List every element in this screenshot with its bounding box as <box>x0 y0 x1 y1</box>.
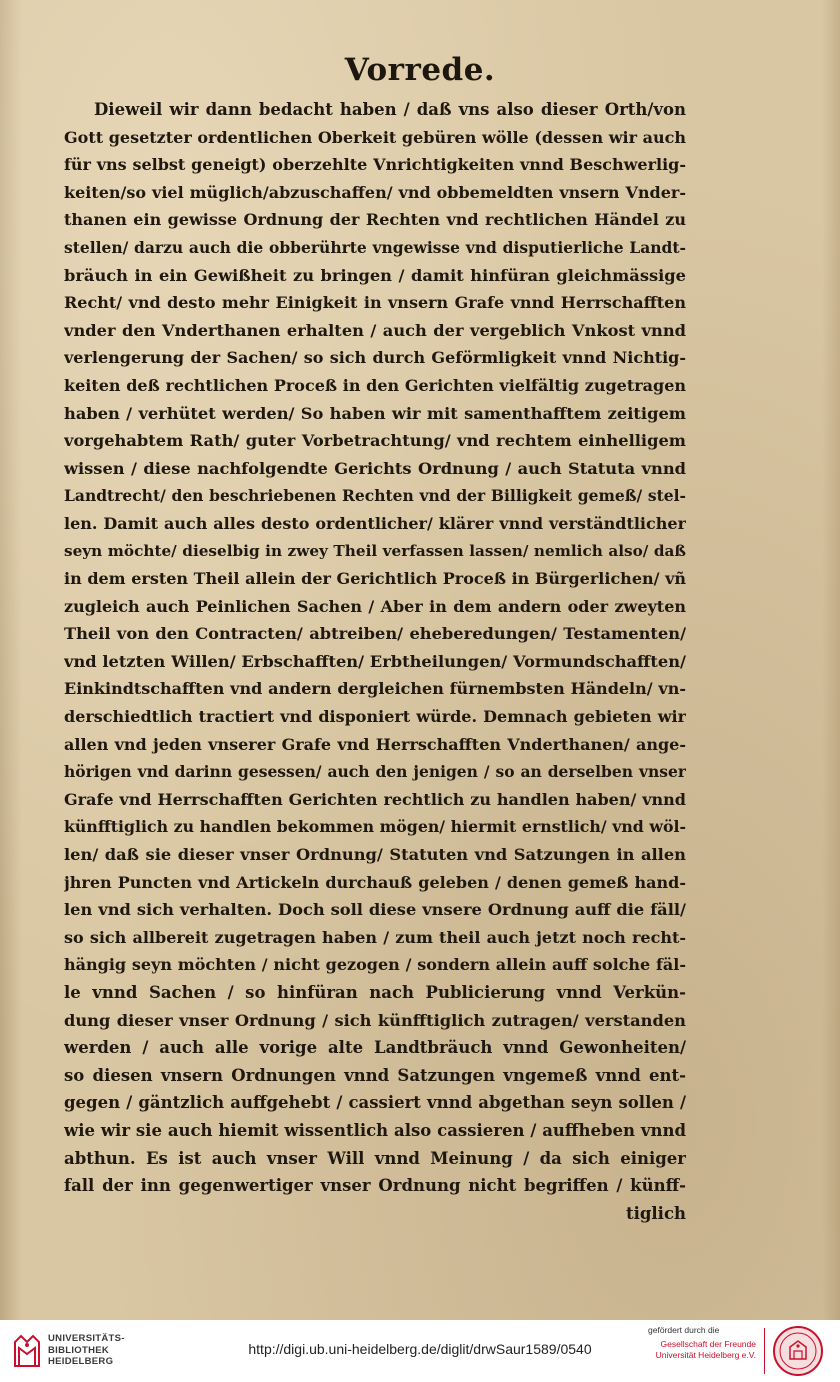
text-line: verlengerung der Sachen/ so sich durch Geförmligkeit vnnd Nichtig- <box>64 348 686 368</box>
text-line: len. Damit auch alles desto ordentlicher/ klärer vnnd verständtlicher <box>64 513 686 533</box>
library-name-line: UNIVERSITÄTS- <box>48 1333 125 1344</box>
text-line: vnder den Vnderthanen erhalten / auch der vergeblich Vnkost vnnd <box>64 320 686 340</box>
library-name-line: BIBLIOTHEK <box>48 1344 110 1356</box>
sponsor-divider <box>764 1328 765 1374</box>
text-line: tiglich <box>625 1203 686 1223</box>
text-line: Grafe vnd Herrschafften Gerichten rechtlich zu handlen haben/ vnnd <box>64 789 686 809</box>
text-line: so sich allbereit zugetragen haben / zum theil auch jetzt noch recht- <box>64 927 686 947</box>
text-line: für vns selbst geneigt) oberzehlte Vnrichtigkeiten vnnd Beschwerlig- <box>64 155 686 175</box>
text-line: werden / auch alle vorige alte Landtbräuch vnnd Gewonheiten/ <box>64 1038 686 1058</box>
body-text <box>64 96 686 1227</box>
page-heading: Vorrede. <box>344 52 496 88</box>
library-name-line: HEIDELBERG <box>48 1356 114 1367</box>
text-line: abthun. Es ist auch vnser Will vnnd Meinung / da sich einiger <box>64 1148 686 1168</box>
text-line: hängig seyn möchten / nicht gezogen / sondern allein auff solche fäl- <box>64 955 686 975</box>
sponsor-block <box>648 1325 756 1361</box>
text-line: Gott gesetzter ordentlichen Oberkeit gebüren wölle (dessen wir auch <box>64 127 686 147</box>
text-line: vorgehabtem Rath/ guter Vorbetrachtung/ vnd rechtem einhelligem <box>64 431 686 451</box>
text-line: keiten/so viel müglich/abzuschaffen/ vnd obbemeldten vnsern Vnder- <box>64 182 686 202</box>
text-line: Landtrecht/ den beschriebenen Rechten vnd der Billigkeit gemeß/ stel- <box>64 486 686 506</box>
text-line: derschiedtlich tractiert vnd disponiert würde. Demnach gebieten wir <box>64 707 686 727</box>
sponsor-name-line: Gesellschaft der Freunde <box>660 1339 756 1349</box>
sponsor-name-line: Universität Heidelberg e.V. <box>655 1350 756 1360</box>
text-line: Einkindtschafften vnd andern dergleichen fürnembsten Händeln/ vn- <box>64 679 686 699</box>
text-line: len vnd sich verhalten. Doch soll diese vnsere Ordnung auff die fäll/ <box>64 900 686 920</box>
text-line: stellen/ darzu auch die obberührte vngewisse vnd disputierliche Landt- <box>64 237 686 257</box>
footer-bar <box>0 1320 840 1382</box>
text-line: hörigen vnd darinn gesessen/ auch den jenigen / so an derselben vnser <box>64 762 686 782</box>
text-line: allen vnd jeden vnserer Grafe vnd Herrschafften Vnderthanen/ ange- <box>64 734 686 754</box>
text-line: so diesen vnsern Ordnungen vnnd Satzungen vngemeß vnnd ent- <box>64 1065 686 1085</box>
text-line: haben / verhütet werden/ So haben wir mit samenthafftem zeitigem <box>64 403 686 423</box>
text-line: Theil von den Contracten/ abtreiben/ eheberedungen/ Testamenten/ <box>64 624 686 644</box>
text-line: in dem ersten Theil allein der Gerichtlich Proceß in Bürgerlichen/ vñ <box>64 569 686 589</box>
text-line: thanen ein gewisse Ordnung der Rechten vnd rechtlichen Händel zu <box>64 210 686 230</box>
permalink-url[interactable]: http://digi.ub.uni-heidelberg.de/diglit/drwSaur1589/0540 <box>248 1341 592 1357</box>
text-line: Dieweil wir dann bedacht haben / daß vns also dieser Orth/von <box>94 100 686 119</box>
text-line: fall der inn gegenwertiger vnser Ordnung nicht begriffen / künff- <box>64 1176 686 1196</box>
text-line: jhren Puncten vnd Artickeln durchauß geleben / denen gemeß hand- <box>64 872 686 892</box>
text-line: wie wir sie auch hiemit wissentlich also cassieren / auffheben vnnd <box>64 1120 686 1140</box>
text-line: künfftiglich zu handlen bekommen mögen/ hiermit ernstlich/ vnd wöl- <box>64 817 686 837</box>
text-line: keiten deß rechtlichen Proceß in den Gerichten vielfältig zugetragen <box>64 375 686 395</box>
text-line: len/ daß sie dieser vnser Ordnung/ Statuten vnd Satzungen in allen <box>64 845 686 865</box>
text-line: zugleich auch Peinlichen Sachen / Aber in dem andern oder zweyten <box>64 596 686 616</box>
text-line: dung dieser vnser Ordnung / sich künfftiglich zutragen/ verstanden <box>64 1010 686 1030</box>
text-line: Recht/ vnd desto mehr Einigkeit in vnsern Grafe vnnd Herrschafften <box>64 293 686 313</box>
text-line: vnd letzten Willen/ Erbschafften/ Erbtheilungen/ Vormundschafften/ <box>64 651 686 671</box>
text-line: le vnnd Sachen / so hinfüran nach Publicierung vnnd Verkün- <box>64 983 686 1002</box>
university-seal-icon <box>772 1325 824 1377</box>
text-line: seyn möchte/ dieselbig in zwey Theil verfassen lassen/ nemlich also/ daß <box>64 541 686 560</box>
text-line: bräuch in ein Gewißheit zu bringen / damit hinfüran gleichmässige <box>64 265 686 285</box>
sponsor-intro: gefördert durch die <box>648 1325 720 1335</box>
text-line: gegen / gäntzlich auffgehebt / cassiert vnnd abgethan seyn sollen / <box>64 1093 686 1113</box>
text-line: wissen / diese nachfolgendte Gerichts Ordnung / auch Statuta vnnd <box>64 458 686 478</box>
